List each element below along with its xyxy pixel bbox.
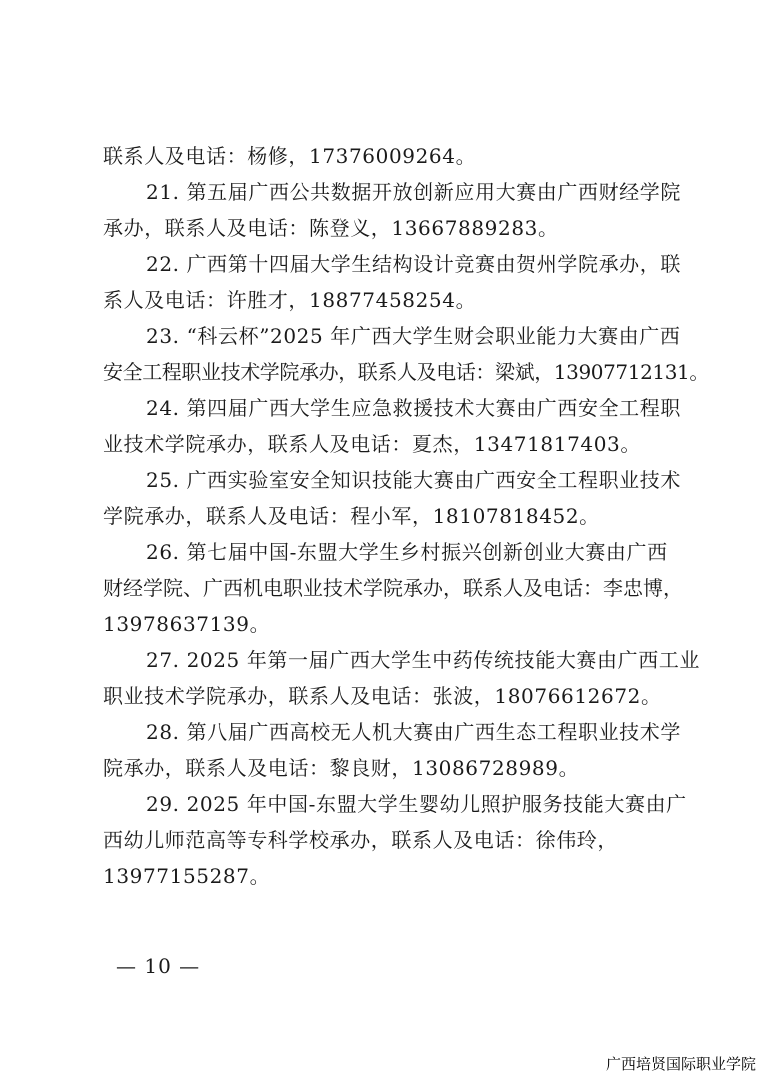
text-line-16: 职业技术学院承办，联系人及电话：张波，18076612672。 bbox=[103, 684, 662, 708]
text-line-20: 西幼儿师范高等专科学校承办，联系人及电话：徐伟玲， bbox=[103, 828, 618, 852]
text-line-17: 28. 第八届广西高校无人机大赛由广西生态工程职业技术学 bbox=[146, 720, 681, 744]
text-line-1: 联系人及电话：杨修，17376009264。 bbox=[103, 144, 477, 168]
text-line-5: 系人及电话：许胜才，18877458254。 bbox=[103, 288, 477, 312]
text-line-2: 21. 第五届广西公共数据开放创新应用大赛由广西财经学院 bbox=[146, 180, 681, 204]
text-line-15: 27. 2025 年第一届广西大学生中药传统技能大赛由广西工业 bbox=[146, 648, 701, 672]
page-number: — 10 — bbox=[116, 954, 201, 978]
text-line-6: 23. “科云杯”2025 年广西大学生财会职业能力大赛由广西 bbox=[146, 324, 681, 348]
watermark: 广西培贤国际职业学院 bbox=[605, 1055, 756, 1073]
text-line-19: 29. 2025 年中国-东盟大学生婴幼儿照护服务技能大赛由广 bbox=[146, 792, 687, 816]
text-line-8: 24. 第四届广西大学生应急救援技术大赛由广西安全工程职 bbox=[146, 396, 681, 420]
text-line-21: 13977155287。 bbox=[103, 864, 271, 888]
text-line-18: 院承办，联系人及电话：黎良财，13086728989。 bbox=[103, 756, 580, 780]
text-line-9: 业技术学院承办，联系人及电话：夏杰，13471817403。 bbox=[103, 432, 641, 456]
text-line-4: 22. 广西第十四届大学生结构设计竞赛由贺州学院承办，联 bbox=[146, 252, 681, 276]
text-line-11: 学院承办，联系人及电话：程小军，18107818452。 bbox=[103, 504, 600, 528]
text-line-14: 13978637139。 bbox=[103, 612, 271, 636]
text-line-12: 26. 第七届中国-东盟大学生乡村振兴创新创业大赛由广西 bbox=[146, 540, 668, 564]
text-line-13: 财经学院、广西机电职业技术学院承办，联系人及电话：李忠博， bbox=[103, 576, 683, 600]
text-line-3: 承办，联系人及电话：陈登义，13667889283。 bbox=[103, 216, 559, 240]
text-line-10: 25. 广西实验室安全知识技能大赛由广西安全工程职业技术 bbox=[146, 468, 681, 492]
text-line-7: 安全工程职业技术学院承办，联系人及电话：梁斌，13907712131。 bbox=[103, 360, 709, 384]
